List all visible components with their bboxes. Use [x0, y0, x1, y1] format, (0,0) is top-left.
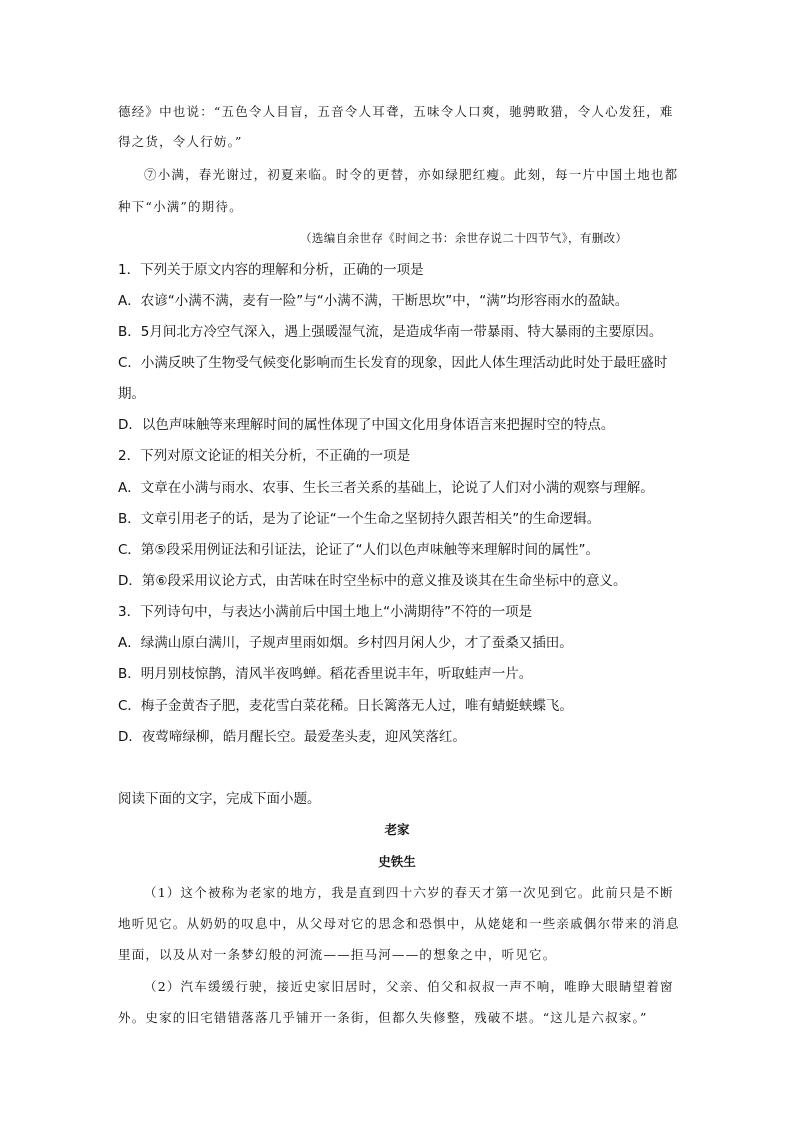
passage-line: 得之货，令人行妨。” [118, 134, 243, 149]
passage-source: （选编自余世存《时间之书：余世存说二十四节气》，有删改） [300, 231, 628, 245]
question-2-stem: 2．下列对原文论证的相关分析，不正确的一项是 [118, 448, 411, 464]
article-line: 地听见它。从奶奶的叹息中，从父母对它的思念和恐惧中，从姥姥和一些亲戚偶尔带来的消息 [118, 916, 680, 931]
article-paragraph-1: （1）这个被称为老家的地方，我是直到四十六岁的春天才第一次见到它。此前只是不断 [144, 885, 674, 900]
question-3-option-d: D．夜莺啼绿柳，皓月醒长空。最爱垄头麦，迎风笑落红。 [118, 729, 466, 745]
question-1-option-b: B．5月间北方冷空气深入，遇上强暖湿气流，是造成华南一带暴雨、特大暴雨的主要原因。 [118, 324, 663, 340]
article-title: 老家 [384, 822, 410, 837]
question-3-stem: 3．下列诗句中，与表达小满前后中国土地上“小满期待”不符的一项是 [118, 604, 533, 620]
question-3-option-c: C．梅子金黄杏子肥，麦花雪白菜花稀。日长篱落无人过，唯有蜻蜓蛱蝶飞。 [118, 698, 573, 714]
question-1-stem: 1．下列关于原文内容的理解和分析，正确的一项是 [118, 262, 424, 278]
question-2-option-d: D．第⑥段采用议论方式，由苦味在时空坐标中的意义推及谈其在生命坐标中的意义。 [118, 573, 627, 589]
passage-line: 德经》中也说：“五色令人目盲，五音令人耳聋，五味令人口爽，驰骋畋猎，令人心发狂，难 [118, 104, 674, 119]
reading-instruction: 阅读下面的文字，完成下面小题。 [118, 791, 321, 807]
question-2-option-a: A．文章在小满与雨水、农事、生长三者关系的基础上，论说了人们对小满的观察与理解。 [118, 480, 654, 496]
article-line: 里面，以及从对一条梦幻般的河流——拒马河——的想象之中，听见它。 [118, 947, 557, 962]
question-3-option-a: A．绿满山原白满川，子规声里雨如烟。乡村四月闲人少，才了蚕桑又插田。 [118, 635, 573, 651]
passage-line: 种下“小满”的期待。 [118, 199, 243, 214]
article-line: 外。史家的旧宅错错落落几乎铺开一条街，但都久失修整，残破不堪。“这儿是六叔家。” [118, 1010, 648, 1025]
question-1-option-c-cont: 期。 [118, 386, 145, 402]
passage-paragraph-7: ⑦小满，春光谢过，初夏来临。时令的更替，亦如绿肥红瘦。此刻，每一片中国土地也都 [144, 167, 679, 182]
question-1-option-c: C．小满反映了生物受气候变化影响而生长发育的现象，因此人体生理活动此时处于最旺盛时 [118, 355, 668, 371]
question-2-option-b: B．文章引用老子的话，是为了论证“一个生命之坚韧持久跟苦相关”的生命逻辑。 [118, 511, 601, 527]
question-1-option-a: A．农谚“小满不满，麦有一险”与“小满不满，干断思坎”中，“满”均形容雨水的盈缺。 [118, 293, 629, 309]
article-author: 史铁生 [378, 854, 416, 869]
question-2-option-c: C．第⑤段采用例证法和引证法，论证了“人们以色声味触等来理解时间的属性”。 [118, 542, 600, 558]
article-paragraph-2: （2）汽车缓缓行驶，接近史家旧居时，父亲、伯父和叔叔一声不响，唯睁大眼睛望着窗 [144, 979, 674, 994]
question-1-option-d: D．以色声味触等来理解时间的属性体现了中国文化用身体语言来把握时空的特点。 [118, 417, 615, 433]
question-3-option-b: B．明月别枝惊鹊，清风半夜鸣蝉。稻花香里说丰年，听取蛙声一片。 [118, 666, 533, 682]
